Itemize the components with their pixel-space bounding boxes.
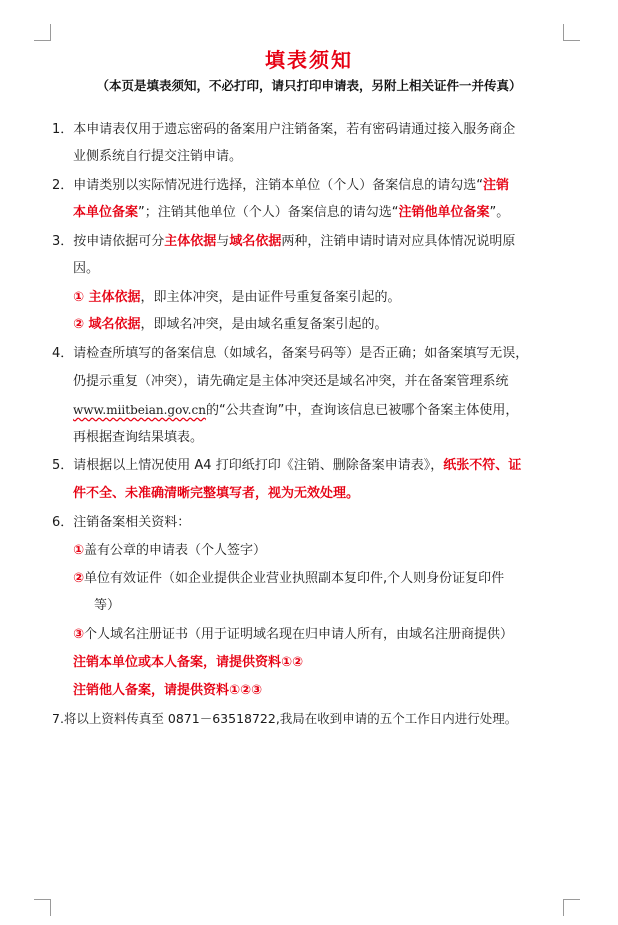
item-6-material-2: [73, 570, 504, 588]
crop-mark-top-right: [563, 24, 580, 41]
item-3-line-2: 因。: [73, 261, 100, 276]
item-3-sub-label: ① 主体依据: [73, 290, 141, 305]
item-4-line-1: 4．请检查所填写的备案信息（如域名，备案号码等）是否正确；如备案填写无误，: [52, 346, 529, 361]
item-2-text: 2．申请类别以实际情况进行选择，注销本单位（个人）备案信息的请勾选“: [52, 178, 484, 193]
crop-mark-bottom-left: [34, 899, 51, 916]
item-2-highlight: 本单位备案: [73, 205, 139, 220]
item-7-line-1: 7.将以上资料传真至 0871－63518722,我局在收到申请的五个工作日内进行处理。: [52, 711, 518, 726]
item-4-text: 的“公共查询”中，查询该信息已被哪个备案主体使用，: [205, 403, 519, 418]
page-title: 填表须知: [265, 48, 353, 72]
item-2-text: ”。: [489, 205, 510, 220]
item-2-line-2: [73, 204, 509, 222]
circled-number: ①: [73, 543, 85, 558]
item-6-material-3: [73, 626, 513, 644]
item-3-text: 3．按申请依据可分: [52, 234, 165, 249]
item-5-line-1: [52, 457, 521, 475]
item-4-line-2: 仍提示重复（冲突），请先确定是主体冲突还是域名冲突，并在备案管理系统: [73, 374, 509, 389]
item-5-text: 5．请根据以上情况使用 A4 打印纸打印《注销、删除备案申请表》，: [52, 458, 444, 473]
item-2-highlight: 注销他单位备案: [398, 205, 490, 220]
item-6-note-other: 注销他人备案，请提供资料①②③: [73, 683, 263, 698]
item-3-line-1: [52, 233, 515, 251]
item-5-line-2: 件不全、未准确清晰完整填写者，视为无效处理。: [73, 486, 360, 501]
item-3-sub-text: ，即主体冲突，是由证件号重复备案引起的。: [140, 290, 401, 305]
item-6-note-own: 注销本单位或本人备案，请提供资料①②: [73, 655, 304, 670]
circled-number: ②: [73, 571, 85, 586]
item-3-sub-label: ② 域名依据: [73, 317, 141, 332]
crop-mark-bottom-right: [563, 899, 580, 916]
item-2-text: ”；注销其他单位（个人）备案信息的请勾选“: [138, 205, 399, 220]
page-subtitle: （本页是填表须知，不必打印，请只打印申请表，另附上相关证件一并传真）: [96, 78, 522, 93]
material-text: 盖有公章的申请表（个人签字）: [84, 543, 267, 558]
item-6-line-1: 6．注销备案相关资料：: [52, 515, 191, 530]
item-6-material-1: [73, 542, 266, 560]
item-3-highlight: 域名依据: [229, 234, 282, 249]
item-4-line-4: 再根据查询结果填表。: [73, 430, 204, 445]
crop-mark-top-left: [34, 24, 51, 41]
item-3-sub-1: [73, 289, 401, 307]
item-3-highlight: 主体依据: [164, 234, 217, 249]
circled-number: ③: [73, 627, 85, 642]
item-3-text: 与: [216, 234, 230, 249]
item-2-highlight: 注销: [483, 178, 510, 193]
item-1-line-2: 业侧系统自行提交注销申请。: [73, 149, 243, 164]
item-3-text: 两种，注销申请时请对应具体情况说明原: [281, 234, 516, 249]
item-3-sub-text: ，即域名冲突，是由域名重复备案引起的。: [140, 317, 388, 332]
item-6-material-2-cont: 等）: [94, 598, 121, 613]
item-4-line-3: [73, 401, 518, 420]
item-5-highlight: 纸张不符、证: [443, 458, 522, 473]
item-3-sub-2: [73, 316, 388, 334]
material-text: 个人域名注册证书（用于证明域名现在归申请人所有，由域名注册商提供）: [84, 627, 514, 642]
material-text: 单位有效证件（如企业提供企业营业执照副本复印件,个人则身份证复印件: [84, 571, 505, 586]
item-1-line-1: 1．本申请表仅用于遗忘密码的备案用户注销备案，若有密码请通过接入服务商企: [52, 122, 516, 137]
miitbeian-url: www.miitbeian.gov.cn: [73, 403, 206, 417]
item-2-line-1: [52, 177, 509, 195]
